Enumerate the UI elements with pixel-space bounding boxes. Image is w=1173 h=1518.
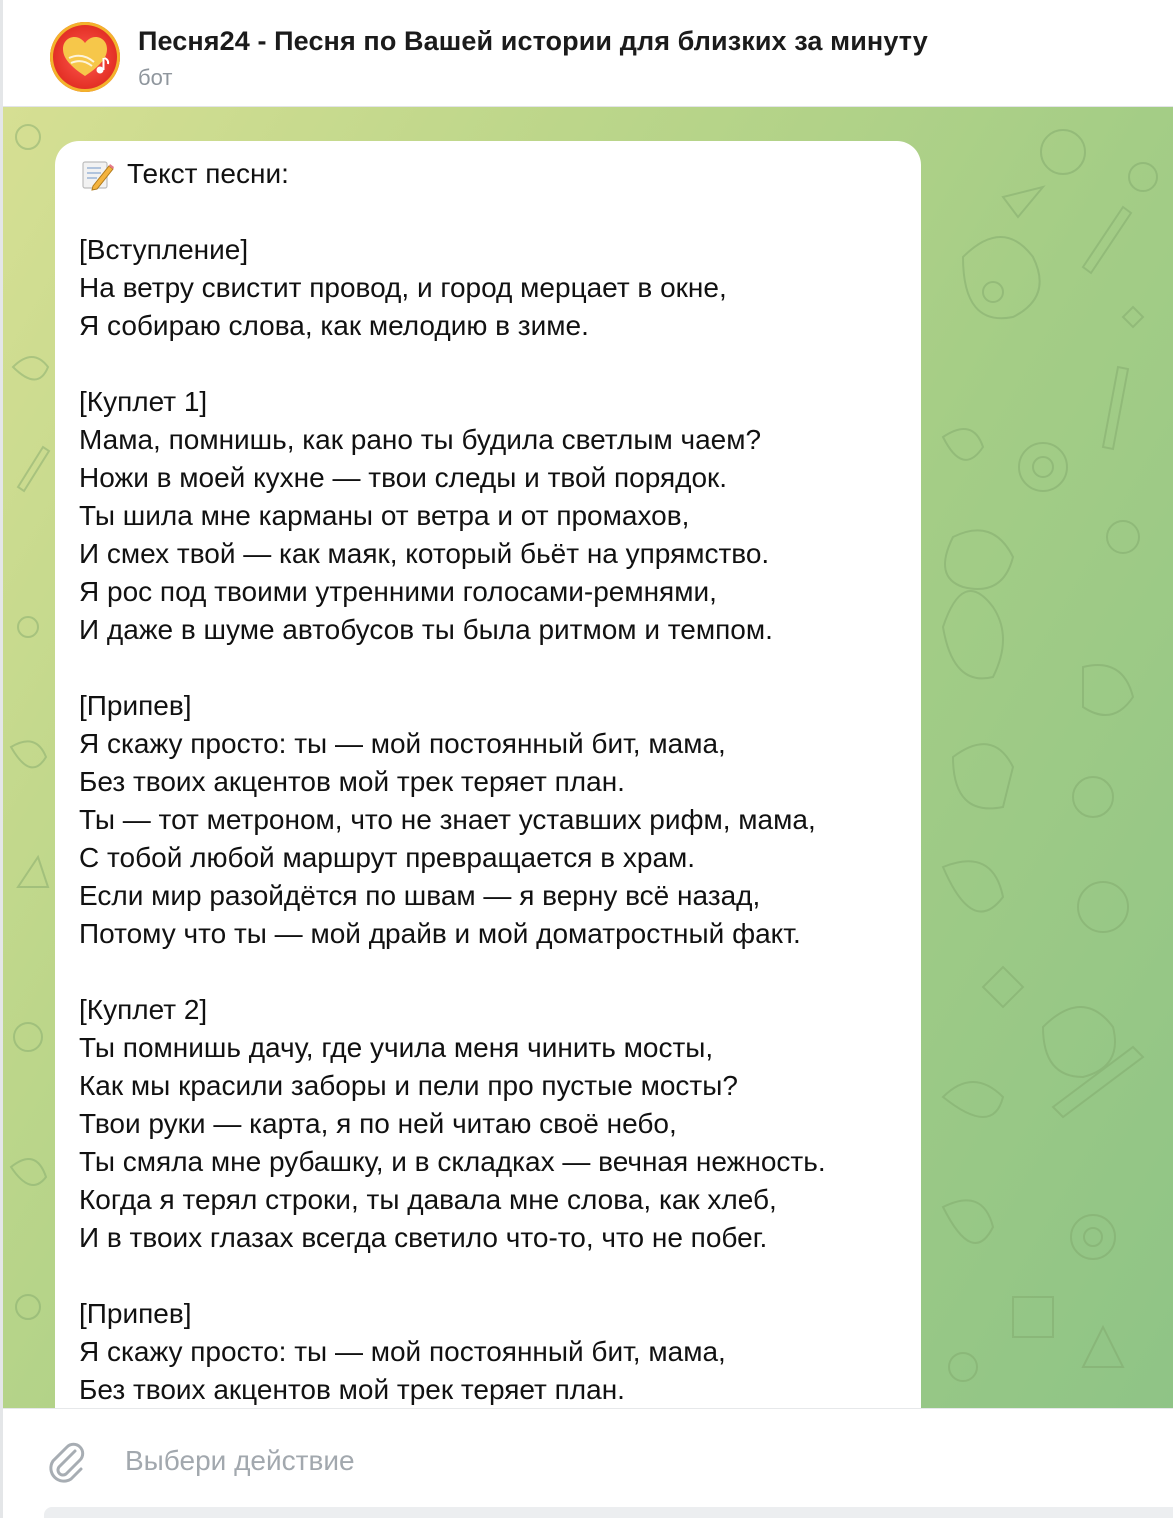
chat-background	[3, 107, 1173, 1408]
lyrics-lines	[79, 193, 909, 1408]
lyrics-line: Ты смяла мне рубашку, и в складках — вечная нежность.	[79, 1146, 826, 1177]
lyrics-line: Твои руки — карта, я по ней читаю своё небо,	[79, 1108, 677, 1139]
lyrics-line: И даже в шуме автобусов ты была ритмом и темпом.	[79, 614, 773, 645]
lyrics-line: С тобой любой маршрут превращается в храм.	[79, 842, 696, 873]
song-lyrics	[79, 155, 909, 1408]
lyrics-line: И смех твой — как маяк, который бьёт на упрямство.	[79, 538, 770, 569]
lyrics-line: Ты — тот метроном, что не знает уставших рифм, мама,	[79, 804, 816, 835]
paperclip-icon[interactable]	[43, 1437, 91, 1485]
lyrics-line: Если мир разойдётся по швам — я верну всё назад,	[79, 880, 761, 911]
lyrics-blank-line	[79, 345, 909, 383]
chat-header[interactable]	[3, 0, 1173, 107]
lyrics-line: Я скажу просто: ты — мой постоянный бит, мама,	[79, 728, 726, 759]
message-input[interactable]	[125, 1441, 1025, 1481]
lyrics-blank-line	[79, 953, 909, 991]
lyrics-line: И в твоих глазах всегда светило что-то, что не побег.	[79, 1222, 768, 1253]
lyrics-section-label: [Вступление]	[79, 234, 249, 265]
lyrics-blank-line	[79, 193, 909, 231]
message-composer	[3, 1408, 1173, 1518]
message-bubble[interactable]	[55, 141, 921, 1408]
message-title: Текст песни:	[127, 158, 289, 189]
chat-subtitle: бот	[138, 65, 173, 90]
lyrics-section-label: [Припев]	[79, 690, 192, 721]
lyrics-blank-line	[79, 649, 909, 687]
lyrics-line: Потому что ты — мой драйв и мой доматростный факт.	[79, 918, 801, 949]
lyrics-line: Я скажу просто: ты — мой постоянный бит, мама,	[79, 1336, 726, 1367]
lyrics-line: На ветру свистит провод, и город мерцает в окне,	[79, 272, 727, 303]
bot-avatar[interactable]	[50, 22, 120, 92]
lyrics-line: Я рос под твоими утренними голосами-ремнями,	[79, 576, 717, 607]
lyrics-section-label: [Припев]	[79, 1298, 192, 1329]
lyrics-line: Я собираю слова, как мелодию в зиме.	[79, 310, 589, 341]
lyrics-line: Как мы красили заборы и пели про пустые мосты?	[79, 1070, 738, 1101]
lyrics-line: Когда я терял строки, ты давала мне слова, как хлеб,	[79, 1184, 777, 1215]
lyrics-line: Ты помнишь дачу, где учила меня чинить мосты,	[79, 1032, 714, 1063]
heart-music-icon	[50, 22, 120, 92]
memo-icon	[79, 156, 115, 192]
chat-title[interactable]: Песня24 - Песня по Вашей истории для близких за минуту	[138, 26, 928, 56]
lyrics-line: Без твоих акцентов мой трек теряет план.	[79, 1374, 625, 1405]
lyrics-line: Ножи в моей кухне — твои следы и твой порядок.	[79, 462, 728, 493]
lyrics-line: Без твоих акцентов мой трек теряет план.	[79, 766, 625, 797]
lyrics-blank-line	[79, 1257, 909, 1295]
lyrics-section-label: [Куплет 1]	[79, 386, 208, 417]
bottom-panel-edge	[44, 1507, 1173, 1518]
lyrics-section-label: [Куплет 2]	[79, 994, 208, 1025]
lyrics-line: Мама, помнишь, как рано ты будила светлым чаем?	[79, 424, 762, 455]
lyrics-line: Ты шила мне карманы от ветра и от промахов,	[79, 500, 690, 531]
